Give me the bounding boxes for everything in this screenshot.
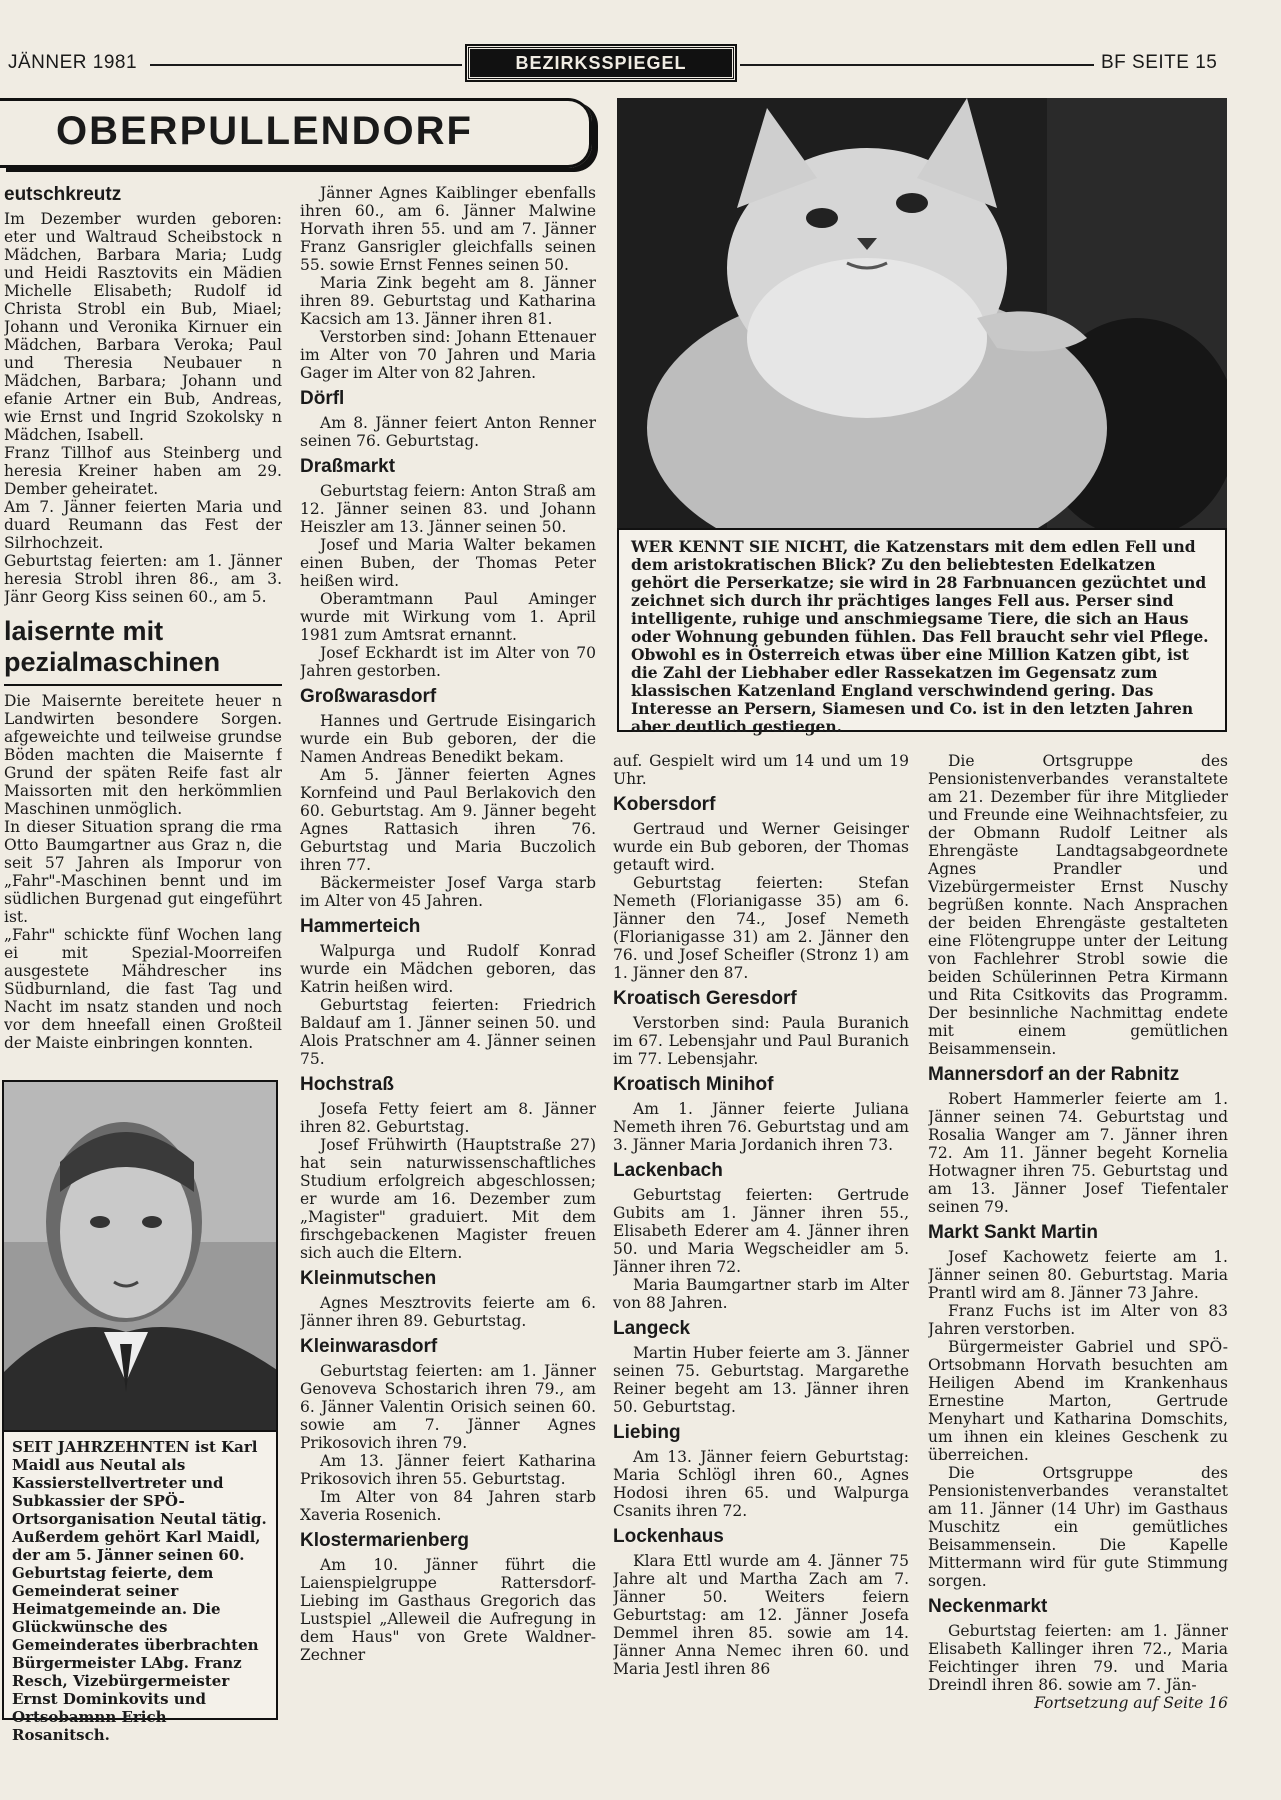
paragraph: Josefa Fetty feiert am 8. Jänner ihren 82. Geburtstag.: [300, 1100, 596, 1136]
paragraph: Geburtstag feierten: am 1. Jänner Genoveva Schostarich ihren 79., am 6. Jänner Valentin Orisich seinen 60. sowie am 7. Jänner Agnes Prikosovich ihren 79.: [300, 1362, 596, 1452]
paragraph: Verstorben sind: Johann Ettenauer im Alter von 70 Jahren und Maria Gager im Alter von 82 Jahren.: [300, 328, 596, 382]
paragraph: Am 13. Jänner feiert Katharina Prikosovich ihren 55. Geburtstag.: [300, 1452, 596, 1488]
section-heading: Dörfl: [300, 388, 345, 409]
article-headline: [4, 616, 282, 678]
paragraph: Geburtstag feierten: Gertrude Gubits am 1. Jänner ihren 55., Elisabeth Ederer am 4. Jänner ihren 50. und Maria Wegscheidler am 5. Jänner ihren 72.: [613, 1186, 909, 1276]
paragraph: auf. Gespielt wird um 14 und um 19 Uhr.: [613, 752, 909, 788]
paragraph: Bürgermeister Gabriel und SPÖ-Ortsobmann Horvath besuchten am Heiligen Abend im Krankenhaus Ernestine Marton, Gertrude Menyhart und Katharina Domschits, um ihnen ein kleines Geschenk zu überreichen.: [928, 1338, 1228, 1464]
paragraph: Geburtstag feierten: am 1. Jänner heresia Strobl ihren 86., am 3. Jänr Georg Kiss seinen 60., am 5.: [4, 552, 282, 606]
paragraph: Franz Fuchs ist im Alter von 83 Jahren verstorben.: [928, 1302, 1228, 1338]
paragraph: Geburtstag feierten: Friedrich Baldauf am 1. Jänner seinen 50. und Alois Pratschner am 4. Jänner seinen 75.: [300, 996, 596, 1068]
paragraph: Am 1. Jänner feierte Juliana Nemeth ihren 76. Geburtstag und am 3. Jänner Maria Jordanich ihren 73.: [613, 1100, 909, 1154]
paragraph: Am 13. Jänner feiern Geburtstag: Maria Schlögl ihren 60., Agnes Hodosi ihren 65. und Walpurga Csanits ihren 72.: [613, 1448, 909, 1520]
paragraph: Die Ortsgruppe des Pensionistenverbandes veranstaltet am 11. Jänner (14 Uhr) im Gasthaus Muschitz ein gemütliches Beisammensein. Die Kapelle Mittermann wird für gute Stimmung sorgen.: [928, 1464, 1228, 1590]
section-heading: Großwarasdorf: [300, 686, 437, 707]
paragraph: Gertraud und Werner Geisinger wurde ein Bub geboren, der Thomas getauft wird.: [613, 820, 909, 874]
section-heading: Kroatisch Minihof: [613, 1074, 774, 1095]
section-heading: eutschkreutz: [4, 184, 122, 205]
paragraph: Geburtstag feierten: Stefan Nemeth (Florianigasse 35) am 6. Jänner den 74., Josef Nemeth (Florianigasse 31) am 2. Jänner den 76. und Josef Scheifler (Stronz 1) am 1. Jänner den 87.: [613, 874, 909, 982]
section-heading: Markt Sankt Martin: [928, 1222, 1098, 1243]
paragraph: Geburtstag feiern: Anton Straß am 12. Jänner seinen 83. und Johann Heiszler am 13. Jänner seinen 50.: [300, 482, 596, 536]
section-heading: Neckenmarkt: [928, 1596, 1048, 1617]
paragraph: Robert Hammerler feierte am 1. Jänner seinen 74. Geburtstag und Rosalia Wanger am 7. Jänner ihren 72. Am 11. Jänner begeht Kornelia Hotwagner ihren 75. Geburtstag und am 13. Jänner Josef Tiefentaler seinen 79.: [928, 1090, 1228, 1216]
divider: [4, 684, 282, 686]
page-number: BF SEITE 15: [1101, 52, 1218, 73]
paragraph: Hannes und Gertrude Eisingarich wurde ein Bub geboren, der die Namen Andreas Benedikt bekam.: [300, 712, 596, 766]
paragraph: Klara Ettl wurde am 4. Jänner 75 Jahre alt und Martha Zach am 7. Jänner 50. Weiters feiern Geburtstag: am 12. Jänner Josefa Demmel ihren 85. sowie am 14. Jänner Anna Nemec ihren 60. und Maria Jestl ihren 86: [613, 1552, 909, 1678]
headline-line: laisernte mit: [4, 616, 164, 646]
column-1: [4, 184, 282, 1064]
issue-date: JÄNNER 1981: [8, 52, 138, 73]
paragraph: Bäckermeister Josef Varga starb im Alter von 45 Jahren.: [300, 874, 596, 910]
paragraph: In dieser Situation sprang die rma Otto Baumgartner aus Graz n, die seit 57 Jahren als Imporur von „Fahr"-Maschinen bennt und im südlichen Burgenad gut eingeführt ist.: [4, 818, 282, 926]
paragraph: Die Ortsgruppe des Pensionistenverbandes veranstaltete am 21. Dezember für ihre Mitglieder und Freunde eine Weihnachtsfeier, zu der Obmann Rudolf Leitner als Ehrengäste Landtagsabgeordnete Agnes Prandler und Vizebürgermeister Ernst Nuschy begrüßen konnte. Nach Ansprachen der beiden Ehrengäste gestalteten eine Flötengruppe unter der Leitung von Fachlehrer Strobl sowie die beiden Schülerinnen Petra Kirmann und Rita Csitkovits das Programm. Der besinnliche Nachmittag endete mit einem gemütlichen Beisammensein.: [928, 752, 1228, 1058]
persian-cat-image: [617, 98, 1227, 528]
paragraph: Walpurga und Rudolf Konrad wurde ein Mädchen geboren, das Katrin heißen wird.: [300, 942, 596, 996]
cat-photo: [617, 98, 1227, 528]
section-heading: Kleinwarasdorf: [300, 1336, 438, 1357]
paragraph: Am 10. Jänner führt die Laienspielgruppe Rattersdorf-Liebing im Gasthaus Gregorich das Lustspiel „Alleweil die Aufregung in dem Haus" von Grete Waldner-Zechner: [300, 1556, 596, 1664]
section-heading: Liebing: [613, 1422, 681, 1443]
paragraph: Am 8. Jänner feiert Anton Renner seinen 76. Geburtstag.: [300, 414, 596, 450]
cat-caption: WER KENNT SIE NICHT, die Katzenstars mit dem edlen Fell und dem aristokratischen Blick? Zu den beliebtesten Edelkatzen gehört die Perserkatze; sie wird in 28 Farbnuancen gezüchtet und zeichnet sich durch ihr prächtiges langes Fell aus. Perser sind intelligente, ruhige und anschmiegsame Tiere, die sich an Haus oder Wohnung gebunden fühlen. Das Fell braucht sehr viel Pflege. Obwohl es in Österreich etwas über eine Million Katzen gibt, ist die Zahl der Liebhaber edler Rassekatzen im Gegensatz zum klassischen Katzenland England verschwindend gering. Das Interesse an Persern, Siamesen und Co. ist in den letzten Jahren aber deutlich gestiegen.: [617, 528, 1227, 732]
header-rule-right: [740, 64, 1094, 66]
section-heading: Lockenhaus: [613, 1526, 724, 1547]
paragraph: Im Dezember wurden geboren: eter und Waltraud Scheibstock n Mädchen, Barbara Maria; Ludg und Heidi Rasztovits ein Mädien Michelle Elisabeth; Rudolf id Christa Strobl ein Bub, Miael; Johann und Veronika Kirnuer ein Mädchen, Barbara Veroka; Paul und Theresia Neubauer n Mädchen, Barbara; Johann und efanie Artner ein Bub, Andreas, wie Ernst und Ingrid Szokolsky n Mädchen, Isabell.: [4, 210, 282, 444]
section-heading: Langeck: [613, 1318, 691, 1339]
section-badge: BEZIRKSSPIEGEL: [467, 46, 735, 80]
paragraph: Josef Kachowetz feierte am 1. Jänner seinen 80. Geburtstag. Maria Prantl wird am 8. Jänner 73 Jahre.: [928, 1248, 1228, 1302]
paragraph: Verstorben sind: Paula Buranich im 67. Lebensjahr und Paul Buranich im 77. Lebensjahr.: [613, 1014, 909, 1068]
district-title-box: [0, 98, 592, 168]
section-heading: Klostermarienberg: [300, 1530, 469, 1551]
headline-line: pezialmaschinen: [4, 647, 221, 677]
portrait-caption: SEIT JAHRZEHNTEN ist Karl Maidl aus Neutal als Kassierstellvertreter und Subkassier der SPÖ-Ortsorganisation Neutal tätig. Außerdem gehört Karl Maidl, der am 5. Jänner seinen 60. Geburtstag feierte, dem Gemeinderat seiner Heimatgemeinde an. Die Glückwünsche des Gemeinderates überbrachten Bürgermeister LAbg. Franz Resch, Vizebürgermeister Ernst Dominkovits und Ortsobamnn Erich Rosanitsch.: [2, 1432, 278, 1720]
paragraph: Im Alter von 84 Jahren starb Xaveria Rosenich.: [300, 1488, 596, 1524]
paragraph: Martin Huber feierte am 3. Jänner seinen 75. Geburtstag. Margarethe Reiner begeht am 13. Jänner ihren 50. Geburtstag.: [613, 1344, 909, 1416]
section-heading: Lackenbach: [613, 1160, 723, 1181]
section-heading: Hochstraß: [300, 1074, 394, 1095]
paragraph: Am 5. Jänner feierten Agnes Kornfeind und Paul Berlakovich den 60. Geburtstag. Am 9. Jänner begeht Agnes Rattasich ihren 76. Geburtstag und Maria Buczolich ihren 77.: [300, 766, 596, 874]
portrait-image: [4, 1082, 278, 1432]
district-title: OBERPULLENDORF: [56, 109, 473, 153]
paragraph: Agnes Mesztrovits feierte am 6. Jänner ihren 89. Geburtstag.: [300, 1294, 596, 1330]
paragraph: Franz Tillhof aus Steinberg und heresia Kreiner haben am 29. Dember geheiratet.: [4, 444, 282, 498]
section-heading: Hammerteich: [300, 916, 421, 937]
header-rule-left: [150, 64, 462, 66]
paragraph: „Fahr" schickte fünf Wochen lang ei mit Spezial-Moorreifen ausgestete Mähdrescher ins Südburnland, die fast Tag und Nacht im nsatz standen und noch vor dem hneefall einen Großteil der Maiste einbringen konnten.: [4, 926, 282, 1052]
section-heading: Kroatisch Geresdorf: [613, 988, 797, 1009]
paragraph: Oberamtmann Paul Aminger wurde mit Wirkung vom 1. April 1981 zum Amtsrat ernannt.: [300, 590, 596, 644]
paragraph: Josef Eckhardt ist im Alter von 70 Jahren gestorben.: [300, 644, 596, 680]
paragraph: Am 7. Jänner feierten Maria und duard Reumann das Fest der Silrhochzeit.: [4, 498, 282, 552]
section-heading: Kleinmutschen: [300, 1268, 437, 1289]
section-heading: Mannersdorf an der Rabnitz: [928, 1064, 1180, 1085]
paragraph: Josef und Maria Walter bekamen einen Buben, der Thomas Peter heißen wird.: [300, 536, 596, 590]
column-4: [928, 752, 1228, 1737]
paragraph: Josef Frühwirth (Hauptstraße 27) hat sein naturwissenschaftliches Studium erfolgreich abgeschlossen; er wurde am 16. Dezember zum „Magister" graduiert. Mit dem firschgebackenen Magister freuen sich auch die Eltern.: [300, 1136, 596, 1262]
paragraph: Maria Zink begeht am 8. Jänner ihren 89. Geburtstag und Katharina Kacsich am 13. Jänner ihren 81.: [300, 274, 596, 328]
continuation-note: Fortsetzung auf Seite 16: [1034, 1694, 1228, 1712]
column-3: [613, 752, 909, 1729]
section-heading: Kobersdorf: [613, 794, 716, 815]
paragraph: Die Maisernte bereitete heuer n Landwirten besondere Sorgen. afgeweichte und teilweise grundse Böden machten die Maisernte f Grund der späten Reife fast alr Maissorten mit den herkömmlien Maschinen unmöglich.: [4, 692, 282, 818]
paragraph: Maria Baumgartner starb im Alter von 88 Jahren.: [613, 1276, 909, 1312]
portrait-photo: [2, 1080, 278, 1432]
paragraph: Jänner Agnes Kaiblinger ebenfalls ihren 60., am 6. Jänner Malwine Horvath ihren 55. und am 7. Jänner Franz Gansrigler gleichfalls seinen 55. sowie Ernst Fennes seinen 50.: [300, 184, 596, 274]
column-2: [300, 184, 596, 1729]
paragraph: Geburtstag feierten: am 1. Jänner Elisabeth Kallinger ihren 72., Maria Feichtinger ihren 79. und Maria Dreindl ihren 86. sowie am 7. Jän-: [928, 1622, 1228, 1694]
section-heading: Draßmarkt: [300, 456, 396, 477]
